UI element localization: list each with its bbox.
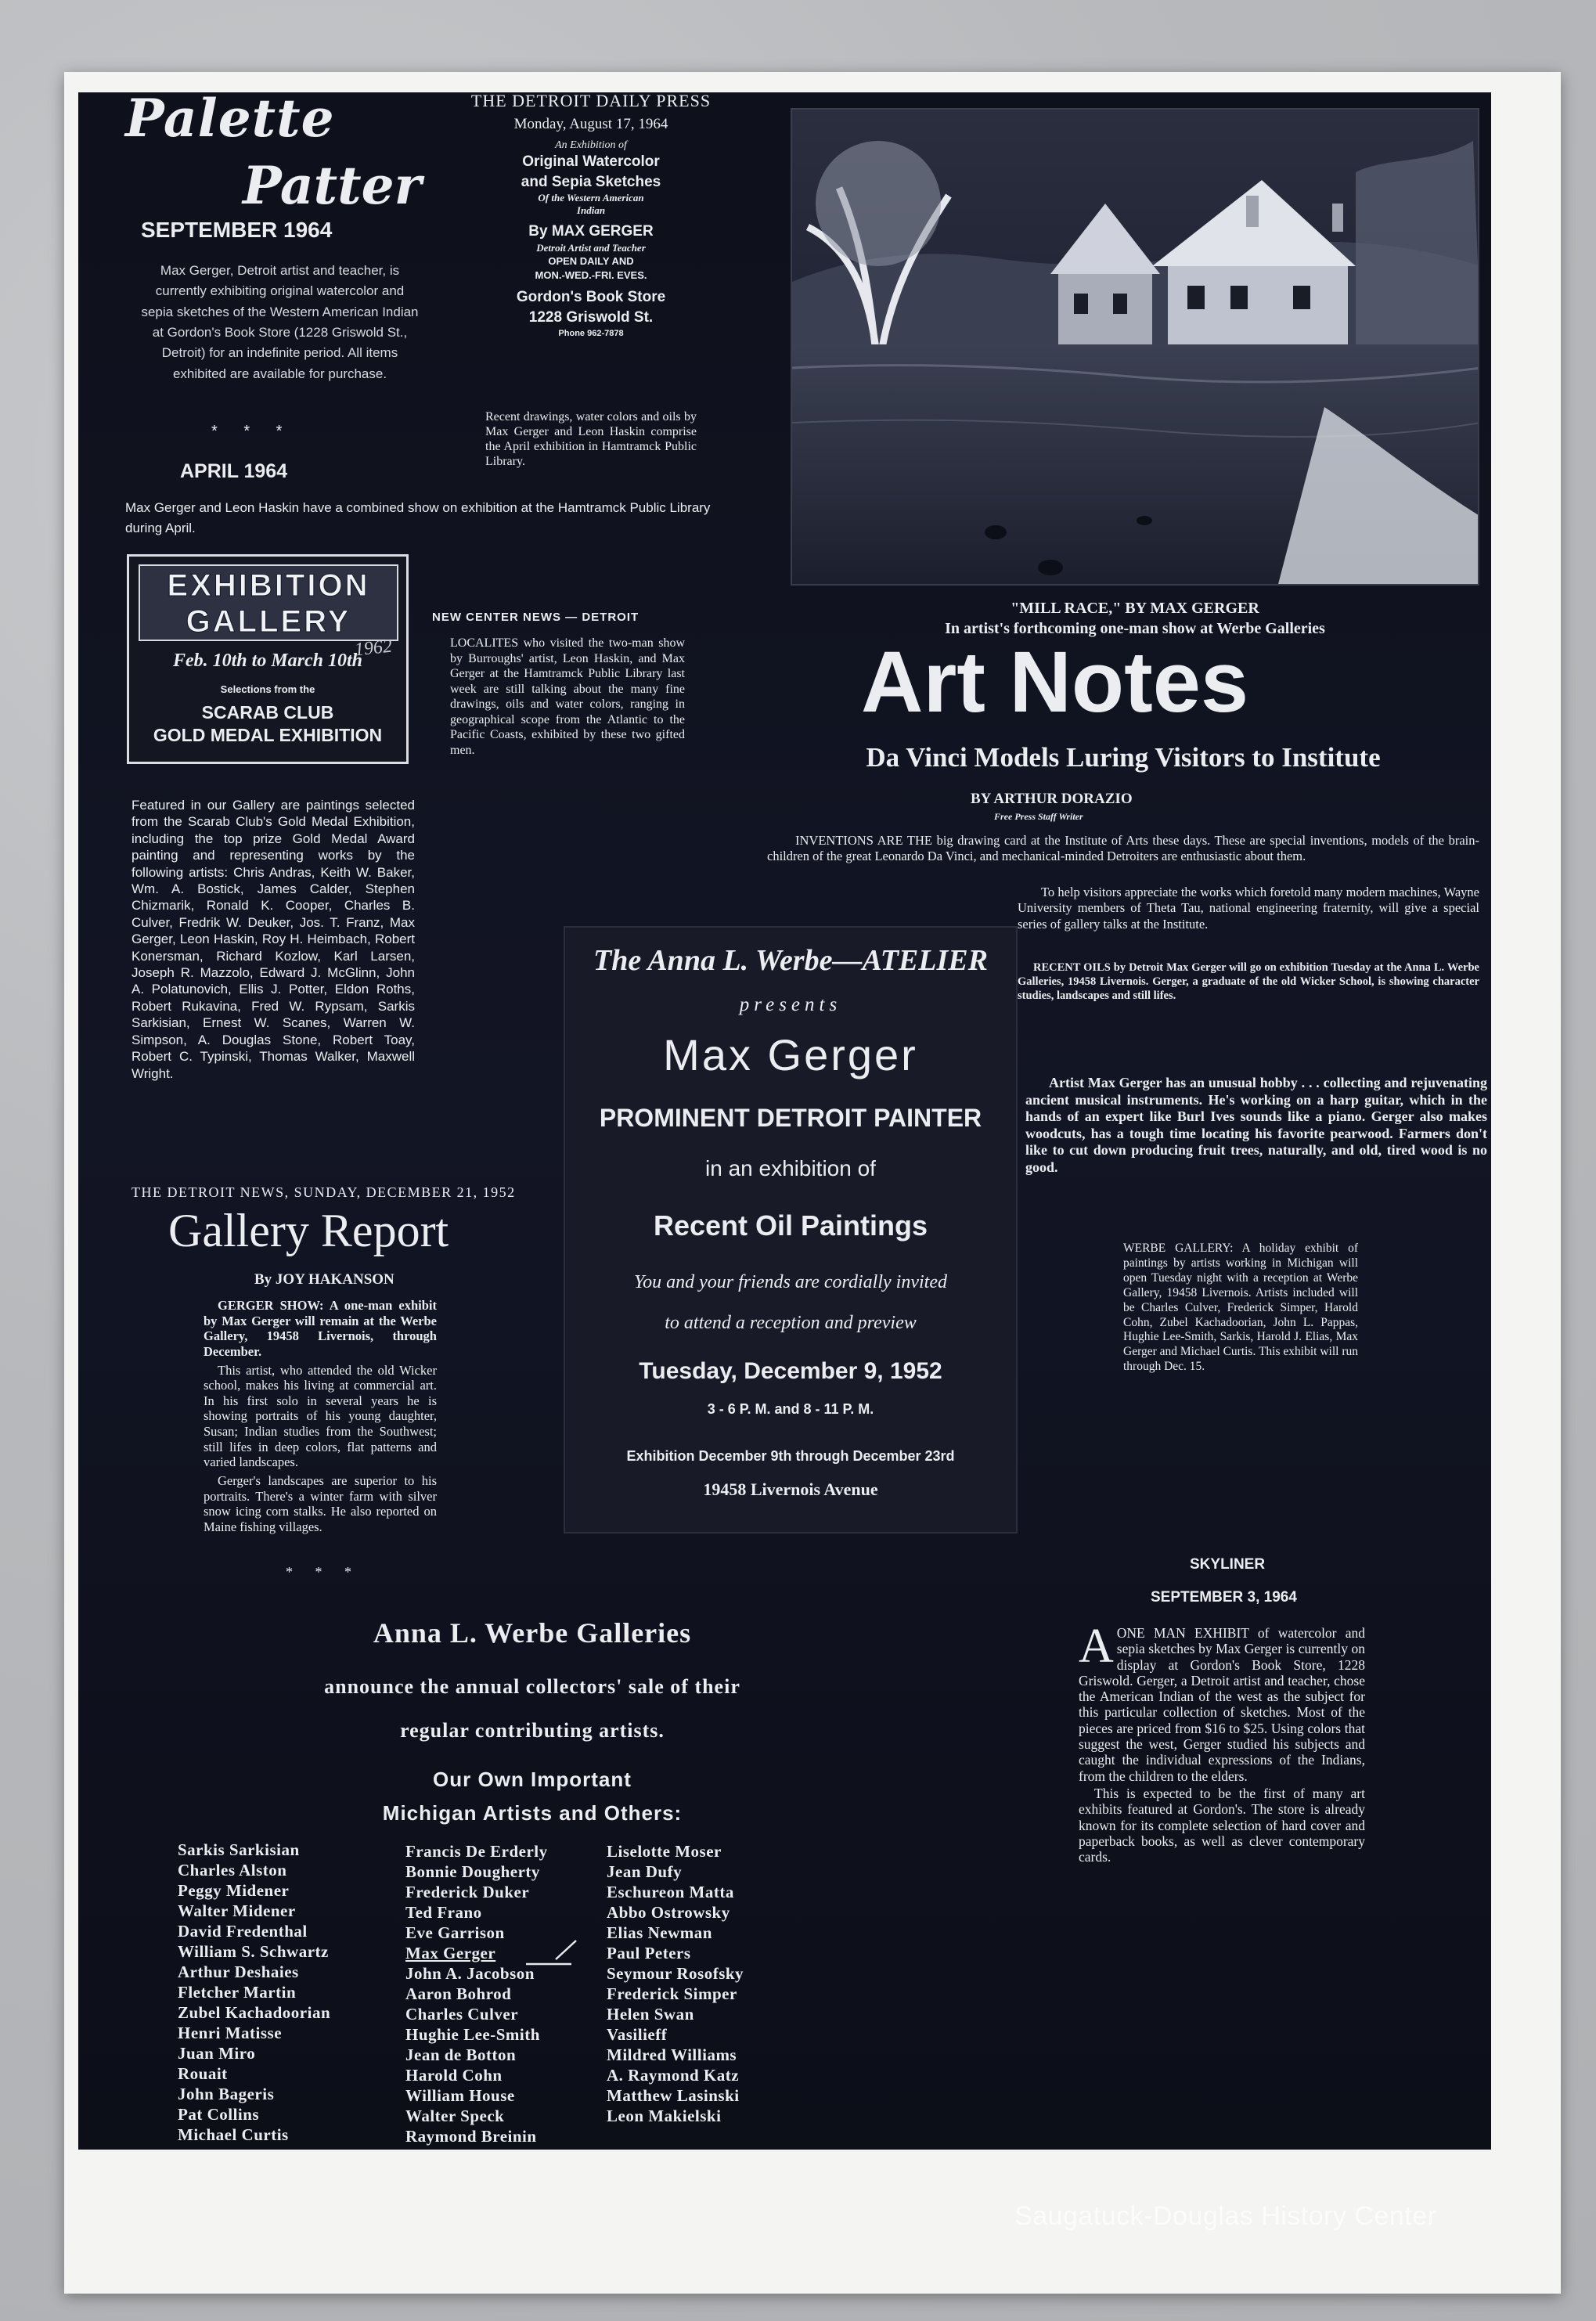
palette-patter-april-body: Max Gerger and Leon Haskin have a combined show on exhibition at the Hamtramck Public Library during April. (125, 500, 711, 535)
announcement-line2: regular contributing artists. (400, 1719, 665, 1742)
exhibition-club-line1: SCARAB CLUB (201, 702, 334, 723)
artist-name: Harold Cohn (405, 2066, 503, 2085)
artist-name: Eve Garrison (405, 1923, 505, 1942)
announcement-title: Anna L. Werbe Galleries (373, 1617, 692, 1649)
artist-name: Ted Frano (405, 1903, 482, 1922)
exhibition-club (129, 701, 406, 747)
gallery-report-header: THE DETROIT NEWS, SUNDAY, DECEMBER 21, 1952 (131, 1184, 516, 1200)
exhibition-gallery-header (139, 564, 398, 641)
artist-list-col3 (607, 1841, 744, 2126)
palette-patter-title-line2: Patter (243, 155, 422, 216)
invitation-attend: to attend a reception and preview (665, 1313, 917, 1333)
ddp-line5: Indian (576, 204, 606, 217)
artist-name: Michael Curtis (178, 2125, 289, 2144)
artist-name: Aaron Bohrod (405, 1984, 512, 2003)
announcement-line4: Michigan Artists and Others: (382, 1801, 683, 1825)
gallery-report-title: Gallery Report (168, 1205, 449, 1256)
artist-name: John Bageris (178, 2085, 275, 2103)
art-notes-para3: RECENT OILS by Detroit Max Gerger will go on exhibition Tuesday at the Anna L. Werbe Galleries, 19458 Livernois. Gerger, a graduate of the old Wicker School, is showing character studies, landscapes and still lifes. (1018, 961, 1479, 1002)
invitation-in-exhibition: in an exhibition of (705, 1156, 876, 1180)
skyliner-body (1079, 1620, 1365, 1866)
ddp-line11: 1228 Griswold St. (528, 308, 654, 326)
artist-name: Liselotte Moser (607, 1842, 722, 1861)
artist-name: Bonnie Dougherty (405, 1862, 540, 1881)
exhibition-club-line2: GOLD MEDAL EXHIBITION (153, 724, 383, 745)
artist-name: William S. Schwartz (178, 1942, 329, 1961)
ddp-line1: An Exhibition of (555, 139, 627, 151)
ddp-line7: Detroit Artist and Teacher (536, 241, 646, 254)
artist-name: Eschureon Matta (607, 1883, 734, 1901)
artist-name: Abbo Ostrowsky (607, 1903, 730, 1922)
invitation-time: 3 - 6 P. M. and 8 - 11 P. M. (707, 1401, 874, 1417)
hobby-clipping: Artist Max Gerger has an unusual hobby . . . collecting and rejuvenating ancient musical instruments. He's working on a harp guitar, which in the hands of an expert like Burl Ives sounds like a piano. Gerger also makes woodcuts, has a tough time locating his favorite pearwood. Farmers don't like to cut down producing fruit trees, naturally, and old, tired wood is no good. (1025, 1075, 1487, 1175)
gallery-report-byline: By JOY HAKANSON (254, 1271, 394, 1288)
skyliner-para1: ONE MAN EXHIBIT of watercolor and sepia sketches by Max Gerger is currently on display at Gordon's Book Store, 1228 Griswold. Gerger, a Detroit artist and teacher, chose the American Indian of the west as the subject for this particular collection of sketches. Most of the pieces are priced from $16 to $25. Using colors that suggest the west, Gerger studied his subjects and caught the individual expressions of the Indians, from the children to the elders. (1079, 1625, 1365, 1784)
gallery-report-body (204, 1298, 437, 1537)
artist-name: Juan Miro (178, 2044, 256, 2063)
skyliner-date: SEPTEMBER 3, 1964 (1151, 1589, 1297, 1606)
ddp-recent-note: Recent drawings, water colors and oils by Max Gerger and Leon Haskin comprise the April exhibition in Hamtramck Public Library. (485, 410, 697, 468)
photo-caption-subtitle: In artist's forthcoming one-man show at Werbe Galleries (945, 620, 1325, 637)
ddp-line9: MON.-WED.-FRI. EVES. (535, 269, 647, 282)
ddp-phone: Phone 962-7878 (558, 328, 624, 338)
artist-name: Elias Newman (607, 1923, 712, 1942)
exhibition-gallery-box (127, 554, 409, 764)
artist-name: Hughie Lee-Smith (405, 2025, 540, 2044)
palette-patter-title-line1: Palette (125, 88, 335, 149)
gallery-report-stars: * * * (286, 1564, 361, 1580)
artist-name: Mildred Williams (607, 2045, 737, 2064)
detroit-daily-press-ad (438, 91, 744, 340)
skyliner-drop-cap: A (1079, 1620, 1114, 1673)
artist-name: Sarkis Sarkisian (178, 1840, 300, 1859)
announcement-line3: Our Own Important (433, 1768, 632, 1791)
exhibition-dates: Feb. 10th to March 10th (172, 651, 363, 671)
artist-name: Peggy Midener (178, 1881, 290, 1900)
artist-name: Frederick Simper (607, 1984, 737, 2003)
gallery-report-para3: Gerger's landscapes are superior to his portraits. There's a winter farm with silver snow icing corn stalks. He also reported on Maine fishing villages. (204, 1472, 437, 1534)
artist-name: John A. Jacobson (405, 1964, 535, 1983)
artist-name: Rouait (178, 2064, 228, 2083)
artist-name: Pat Collins (178, 2105, 260, 2124)
invitation-prominent: PROMINENT DETROIT PAINTER (599, 1104, 982, 1132)
watermark: Saugatuck-Douglas History Center (1014, 2201, 1437, 2231)
palette-patter-april-heading: APRIL 1964 (180, 460, 288, 482)
artist-name: Vasilieff (607, 2025, 668, 2044)
skyliner-header: SKYLINER (1190, 1556, 1266, 1573)
artist-name: William House (405, 2086, 515, 2105)
announcement-line1: announce the annual collectors' sale of their (324, 1675, 740, 1698)
new-center-news-body: LOCALITES who visited the two-man show by Burroughs' artist, Leon Haskin, and Max Gerger at the Hamtramck Public Library last week are still talking about the many fine drawings, oils and water colors, ranging in geographical scope from the Atlantic to the Pacific Coasts, exhibited by these two gifted men. (450, 636, 685, 757)
exhibition-title-line2: GALLERY (186, 604, 351, 639)
artist-list-col2 (405, 1841, 548, 2146)
art-notes-para1: INVENTIONS ARE THE big drawing card at the Institute of Arts these days. These are special inventions, models of the brain-children of the great Leonardo Da Vinci, and mechanical-minded Detroiters are enthusiastic about them. (767, 833, 1479, 864)
artist-name: Helen Swan (607, 2005, 694, 2024)
artist-name: Leon Makielski (607, 2107, 722, 2125)
skyliner-para2: This is expected to be the first of many art exhibits featured at Gordon's. The store is already known for its complete selection of hard cover and paperback books, as well as clever contemporary cards. (1079, 1785, 1365, 1865)
palette-patter-stars: * * * (211, 423, 294, 440)
artist-list-col1 (178, 1840, 330, 2145)
invitation-recent: Recent Oil Paintings (653, 1209, 928, 1242)
artist-name: David Fredenthal (178, 1922, 308, 1941)
ddp-line8: OPEN DAILY AND (548, 254, 634, 267)
art-notes-byline: BY ARTHUR DORAZIO (971, 791, 1133, 807)
artist-name: Arthur Deshaies (178, 1962, 299, 1981)
art-notes-staff: Free Press Staff Writer (994, 811, 1083, 822)
ddp-date: Monday, August 17, 1964 (513, 116, 668, 132)
exhibition-gallery-title (140, 568, 397, 640)
ddp-line2: Original Watercolor (522, 153, 660, 170)
invitation-atelier: The Anna L. Werbe—ATELIER (593, 944, 988, 977)
photo-caption-title: "MILL RACE," BY MAX GERGER (1011, 600, 1259, 617)
artist-name: Jean de Botton (405, 2045, 517, 2064)
artist-name: Charles Culver (405, 2005, 519, 2024)
art-notes-para2: To help visitors appreciate the works which foretold many modern machines, Wayne University members of Theta Tau, national engineering fraternity, will give a special series of gallery talks at the Institute. (1018, 885, 1479, 932)
exhibition-selections: Selections from the (220, 683, 315, 695)
collage-board (78, 88, 1491, 2150)
mill-race-illustration (792, 110, 1479, 586)
ddp-line10: Gordon's Book Store (516, 289, 666, 306)
artist-name: Matthew Lasinski (607, 2086, 740, 2105)
artist-name: A. Raymond Katz (607, 2066, 740, 2085)
artist-name: Frederick Duker (405, 1883, 530, 1901)
invitation-date: Tuesday, December 9, 1952 (639, 1358, 942, 1384)
exhibition-gallery-body: Featured in our Gallery are paintings selected from the Scarab Club's Gold Medal Exhibition, including the top prize Gold Medal Award painting and representing works by the following artists: Chris Andras, Keith W. Baker, Wm. A. Bostick, James Calder, Stephen Chizmarik, Ronald K. Cooper, Charles B. Culver, Fredrik W. Deuker, Jos. T. Franz, Max Gerger, Leon Haskin, Roy H. Heimbach, Robert Konersman, Richard Kozlow, Karl Larsen, Joseph R. Mazzolo, Edward J. McGlinn, John A. Polatunovich, Ellis J. Potter, Eldon Roths, Robert Rukavina, Fred W. Rypsam, Sarkis Sarkisian, Ernest W. Scanes, Warren W. Simpson, A. Douglas Stone, Robert Toay, Robert C. Typinski, Thomas Walker, Maxwell Wright. (131, 798, 415, 1081)
werbe-gallery-clipping: WERBE GALLERY: A holiday exhibit of paintings by artists working in Michigan will open Tuesday night with a reception at Werbe Gallery, 19458 Livernois. Artists included will be Charles Culver, Frederick Simper, Harold Cohn, Zubel Kachadoorian, John L. Pappas, Hughie Lee-Smith, Sarkis, Harold J. Elias, Max Gerger and Michael Curtis. This exhibit will run through Dec. 15. (1123, 1242, 1358, 1374)
ddp-line4: Of the Western American (538, 192, 644, 204)
artist-name: Walter Speck (405, 2107, 505, 2125)
handwritten-checkmark-icon (524, 1936, 579, 1967)
invitation-exhibition-dates: Exhibition December 9th through December 23rd (626, 1448, 955, 1464)
werbe-invitation (564, 926, 1018, 1534)
invitation-artist-name: Max Gerger (663, 1030, 918, 1079)
handwritten-year: 1962 (353, 636, 394, 661)
exhibition-title-line1: EXHIBITION (167, 568, 370, 603)
artist-name: Zubel Kachadoorian (178, 2003, 331, 2022)
artist-name: Max Gerger (405, 1944, 496, 1962)
artist-name: Jean Dufy (607, 1862, 683, 1881)
ddp-line6: By MAX GERGER (528, 223, 654, 240)
invitation-presents: presents (739, 994, 842, 1015)
artist-name: Raymond Breinin (405, 2127, 537, 2146)
art-notes-title: Art Notes (861, 634, 1249, 730)
palette-patter-date: SEPTEMBER 1964 (141, 218, 333, 242)
artist-name: Fletcher Martin (178, 1983, 297, 2002)
mill-race-photo (791, 108, 1479, 586)
artist-name: Walter Midener (178, 1901, 296, 1920)
artist-name: Paul Peters (607, 1944, 691, 1962)
ddp-line3: and Sepia Sketches (521, 173, 661, 190)
invitation-address: 19458 Livernois Avenue (703, 1479, 878, 1499)
artist-name: Francis De Erderly (405, 1842, 548, 1861)
gallery-report-para1: GERGER SHOW: A one-man exhibit by Max Gerger will remain at the Werbe Gallery, 19458 Livernois, through December. (204, 1298, 437, 1359)
gallery-report-para2: This artist, who attended the old Wicker school, makes his living at commercial art. In his first solo in several years he is showing portraits of his young daughter, Susan; Indian studies from the Southwest; still lifes in deep colors, flat patterns and varied landscapes. (204, 1362, 437, 1470)
artist-name: Seymour Rosofsky (607, 1964, 744, 1983)
artist-name: Charles Alston (178, 1861, 287, 1880)
artist-name: Henri Matisse (178, 2024, 283, 2042)
invitation-you: You and your friends are cordially invited (634, 1272, 947, 1292)
new-center-news-header: NEW CENTER NEWS — DETROIT (432, 611, 639, 624)
art-notes-subtitle: Da Vinci Models Luring Visitors to Institute (866, 742, 1381, 773)
palette-patter-body: Max Gerger, Detroit artist and teacher, is currently exhibiting original watercolor and sepia sketches of the Western American Indian at Gordon's Book Store (1228 Griswold St., Detroit) for an indefinite period. All items exhibited are available for purchase. (141, 263, 419, 381)
ddp-header: THE DETROIT DAILY PRESS (470, 91, 712, 110)
